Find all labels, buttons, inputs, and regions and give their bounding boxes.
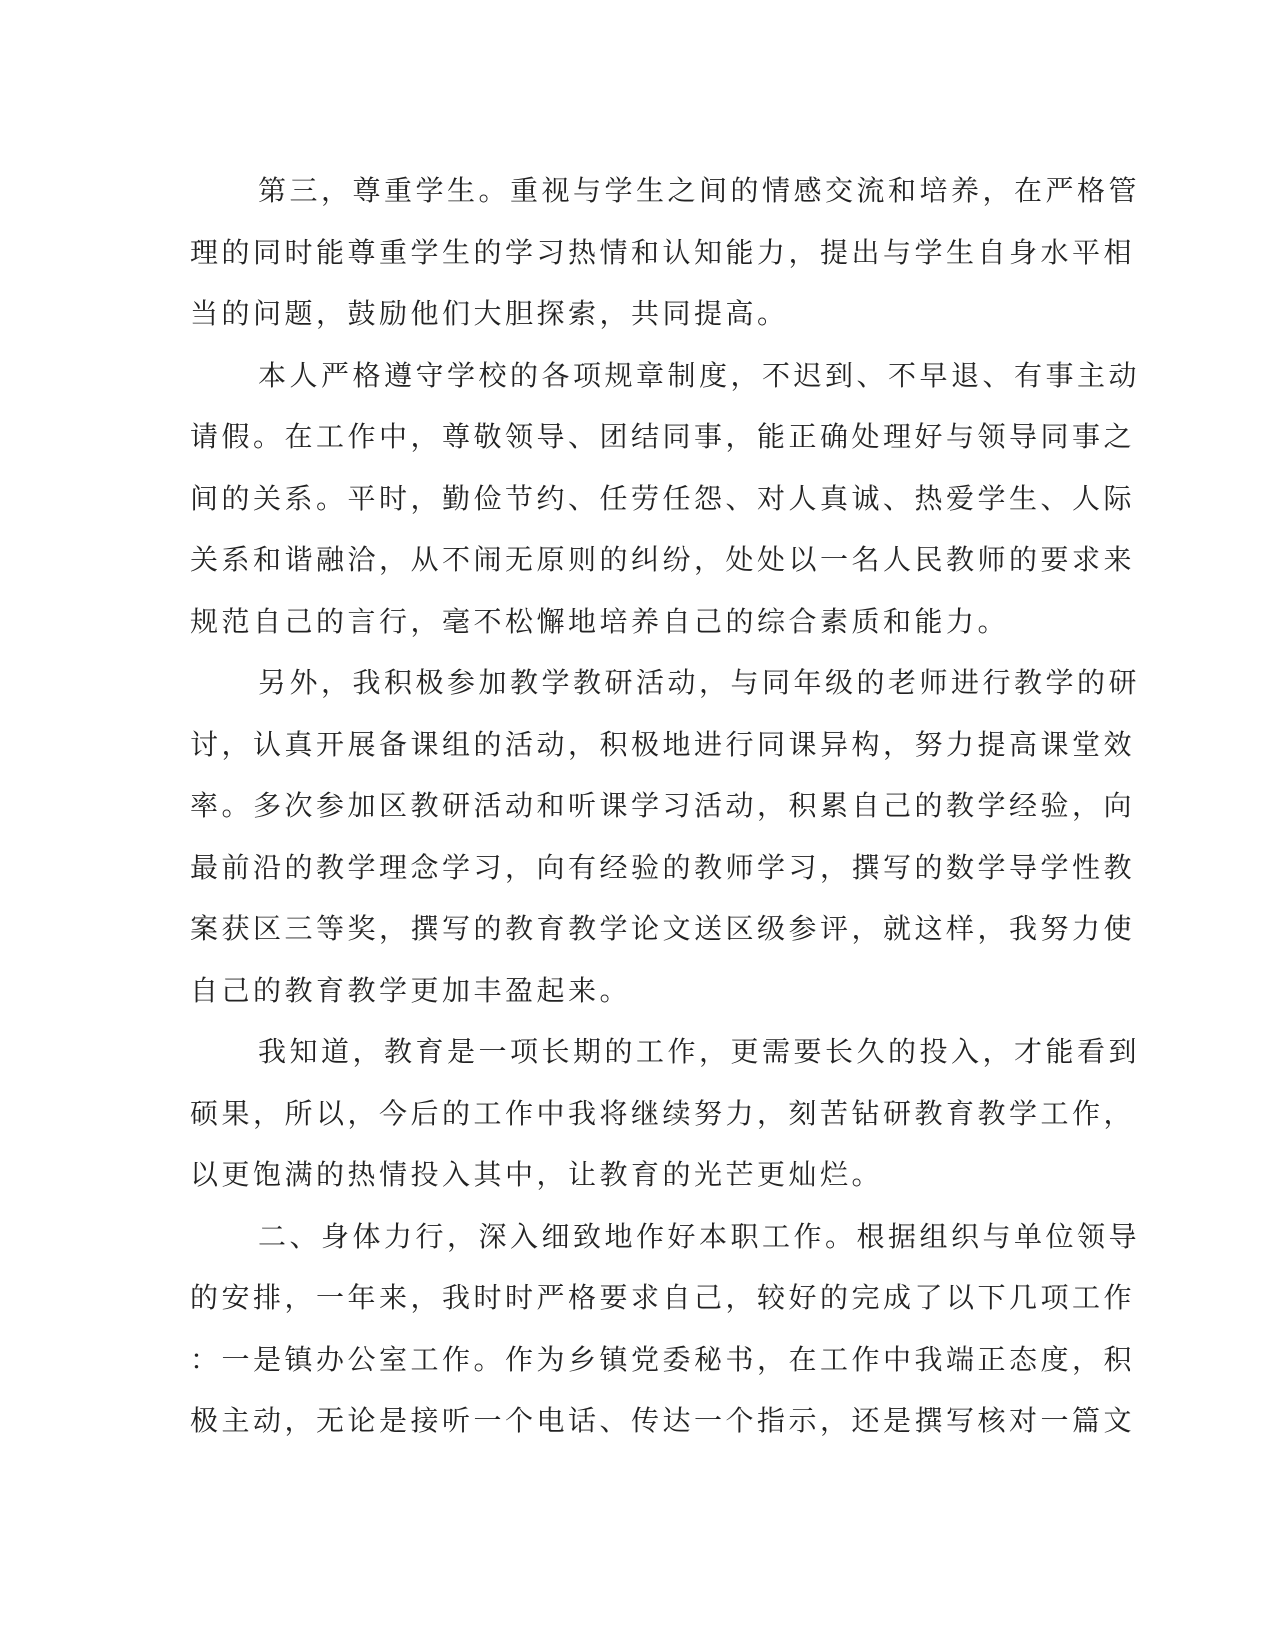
text-line: 另外，我积极参加教学教研活动，与同年级的老师进行教学的研 <box>258 666 1141 699</box>
paragraph-duties <box>190 1206 1141 1452</box>
text-line: 请假。在工作中，尊敬领导、团结同事，能正确处理好与领导同事之 <box>190 420 1136 453</box>
text-line: 间的关系。平时，勤俭节约、任劳任怨、对人真诚、热爱学生、人际 <box>190 481 1136 515</box>
text-line: 我知道，教育是一项长期的工作，更需要长久的投入，才能看到 <box>258 1035 1141 1068</box>
text-line: 的安排，一年来，我时时严格要求自己，较好的完成了以下几项工作 <box>190 1281 1136 1314</box>
text-line: 二、身体力行，深入细致地作好本职工作。根据组织与单位领导 <box>258 1219 1141 1253</box>
text-line: ：一是镇办公室工作。作为乡镇党委秘书，在工作中我端正态度，积 <box>190 1342 1136 1376</box>
text-line: 理的同时能尊重学生的学习热情和认知能力，提出与学生自身水平相 <box>190 235 1136 269</box>
paragraph-respect-students <box>190 160 1141 345</box>
text-line: 最前沿的教学理念学习，向有经验的教师学习，撰写的数学导学性教 <box>190 850 1136 884</box>
text-line: 关系和谐融洽，从不闹无原则的纠纷，处处以一名人民教师的要求来 <box>190 543 1136 576</box>
text-line: 当的问题，鼓励他们大胆探索，共同提高。 <box>190 297 789 330</box>
paragraph-teaching-research <box>190 652 1141 1021</box>
paragraph-school-rules <box>190 345 1141 653</box>
document-body <box>190 160 1141 1452</box>
text-line: 硕果，所以，今后的工作中我将继续努力，刻苦钻研教育教学工作， <box>190 1096 1136 1130</box>
text-line: 率。多次参加区教研活动和听课学习活动，积累自己的教学经验，向 <box>190 789 1136 822</box>
text-line: 自己的教育教学更加丰盈起来。 <box>190 973 632 1007</box>
text-line: 案获区三等奖，撰写的教育教学论文送区级参评，就这样，我努力使 <box>190 912 1136 945</box>
text-line: 本人严格遵守学校的各项规章制度，不迟到、不早退、有事主动 <box>258 358 1141 392</box>
text-line: 极主动，无论是接听一个电话、传达一个指示，还是撰写核对一篇文 <box>190 1404 1136 1437</box>
paragraph-long-term-work <box>190 1021 1141 1206</box>
text-line: 第三，尊重学生。重视与学生之间的情感交流和培养，在严格管 <box>258 174 1141 207</box>
text-line: 讨，认真开展备课组的活动，积极地进行同课异构，努力提高课堂效 <box>190 727 1136 761</box>
text-line: 以更饱满的热情投入其中，让教育的光芒更灿烂。 <box>190 1158 884 1191</box>
text-line: 规范自己的言行，毫不松懈地培养自己的综合素质和能力。 <box>190 604 1010 638</box>
